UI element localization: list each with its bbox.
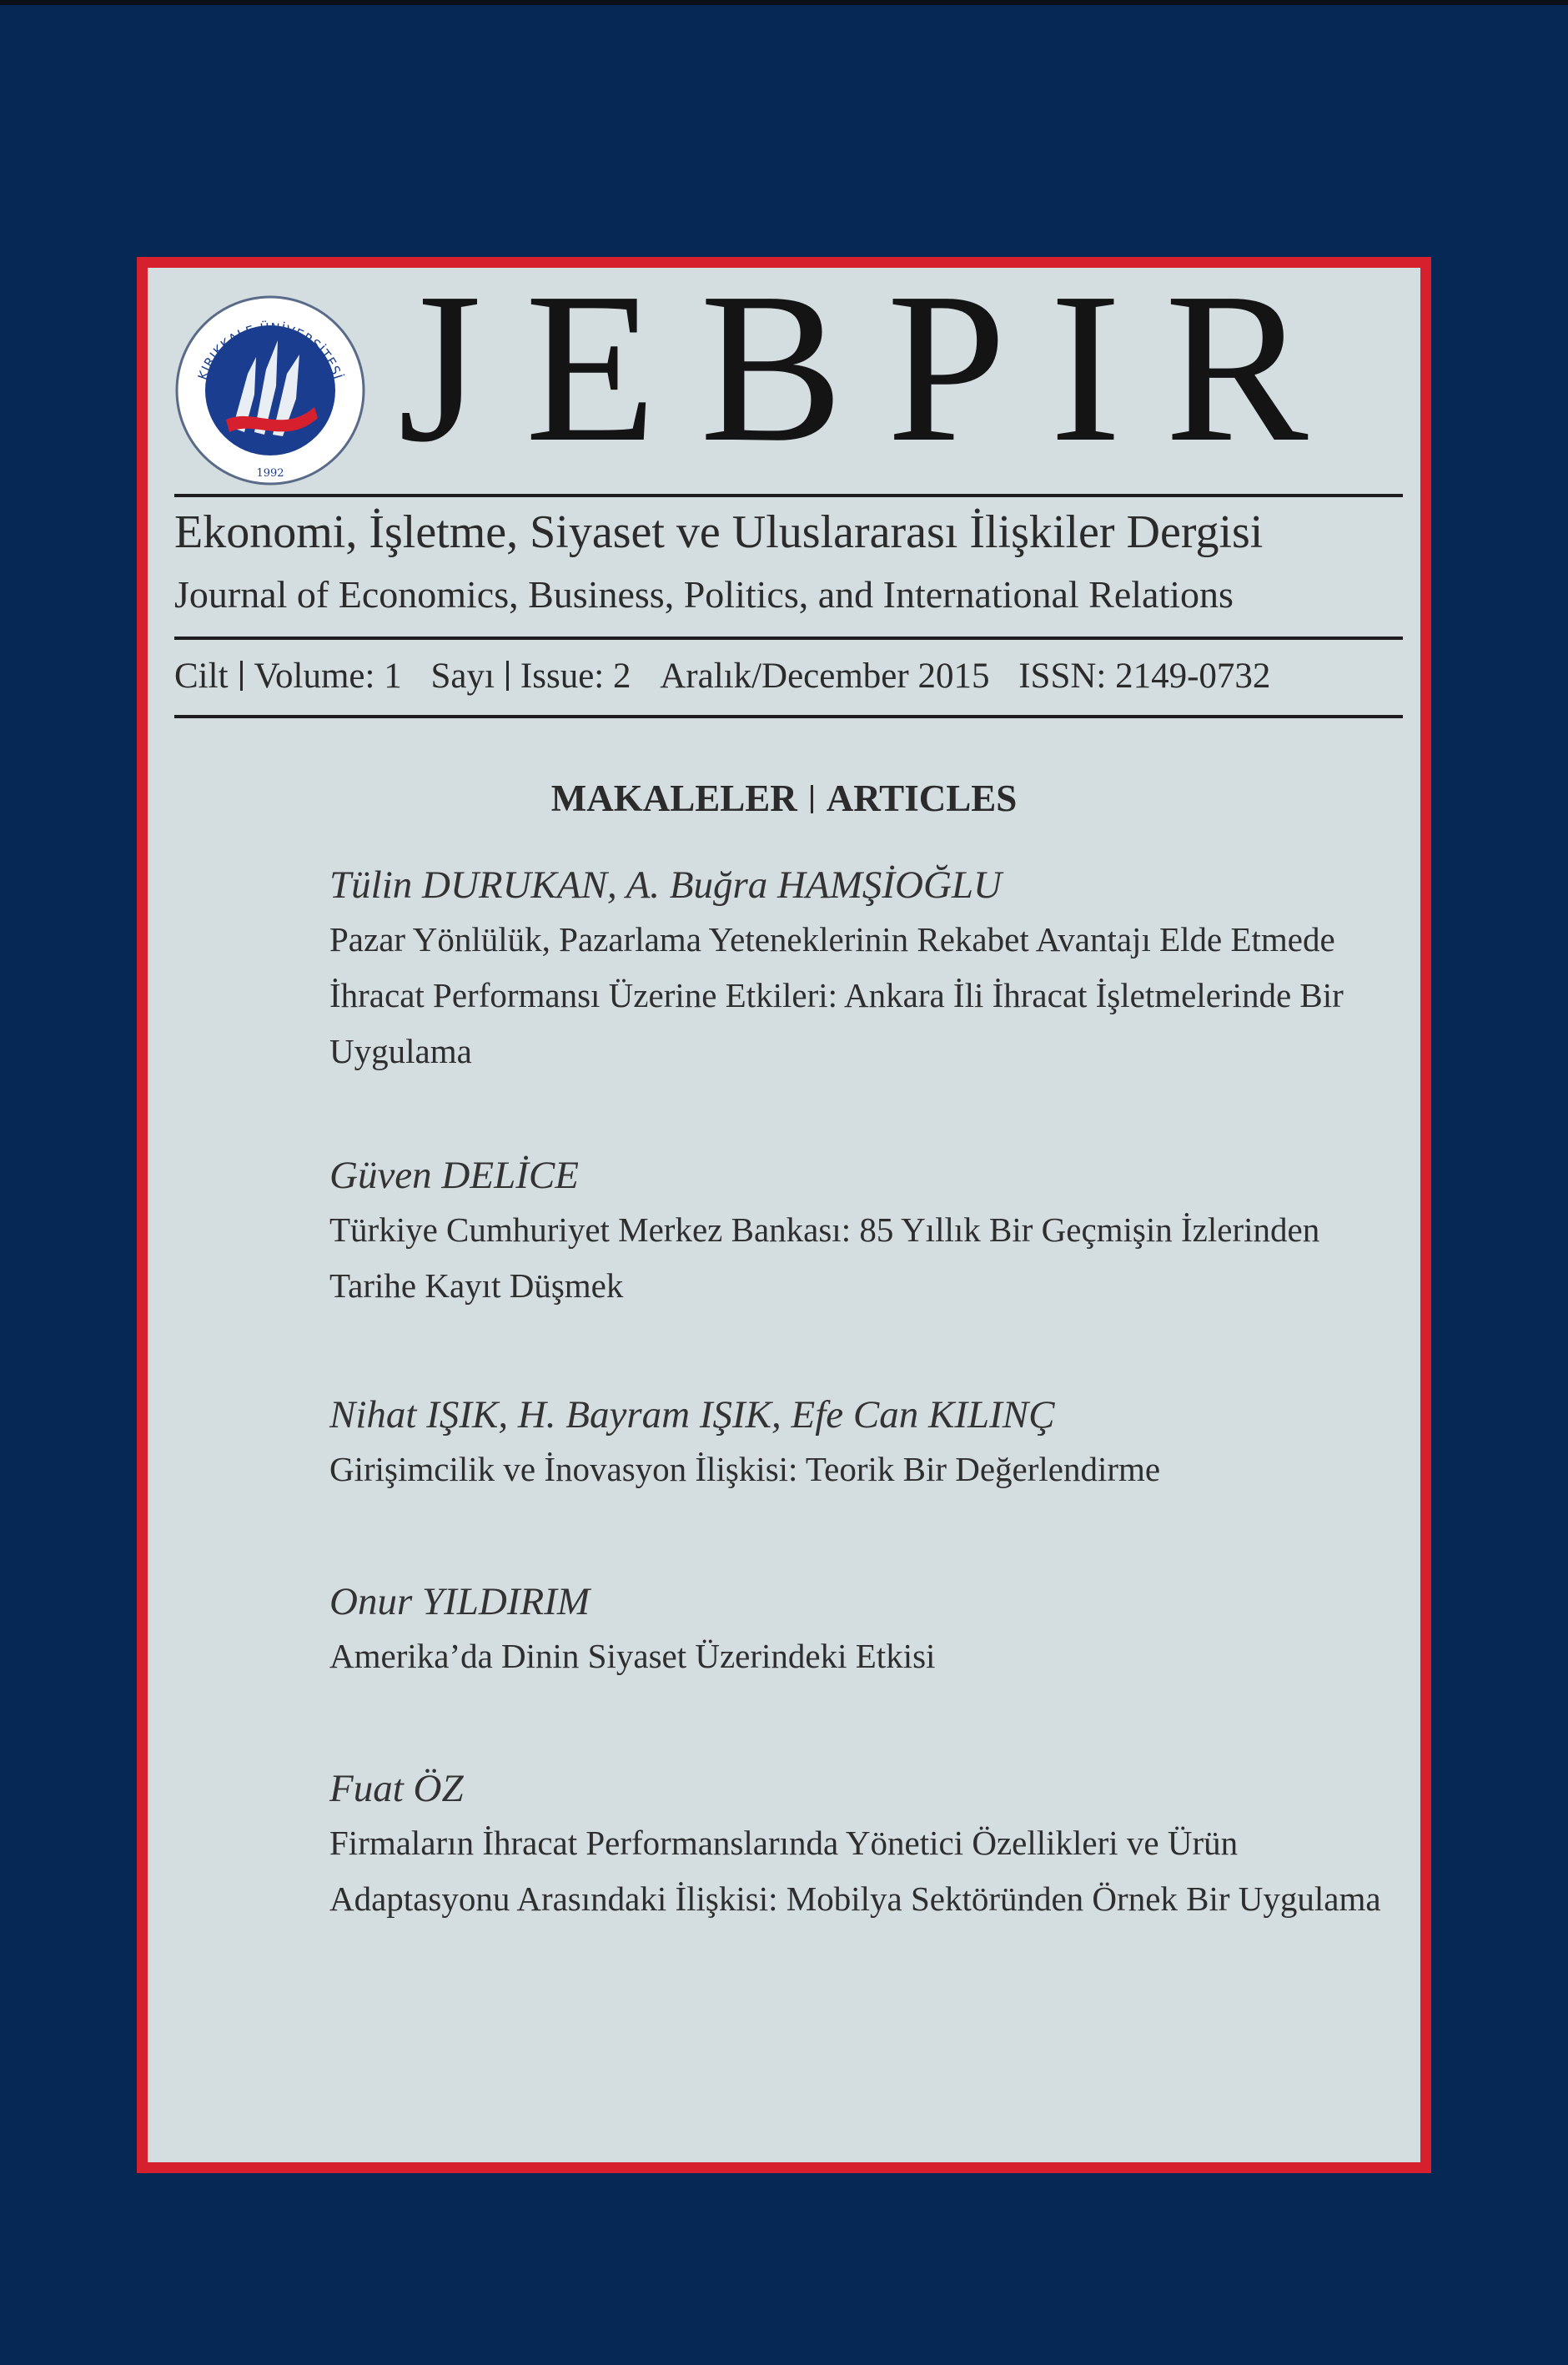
issue-date: Aralık/December 2015 (660, 657, 990, 696)
article-authors: Tülin DURUKAN, A. Buğra HAMŞİOĞLU (329, 863, 1002, 907)
article-entry (329, 860, 1414, 1079)
rule-bottom (174, 715, 1403, 718)
article-title-line: İhracat Performansı Üzerine Etkileri: Ankara İli İhracat İşletmelerinde Bir (329, 976, 1344, 1014)
journal-title-en: Journal of Economics, Business, Politics, and International Relations (174, 573, 1234, 616)
article-title-line: Firmaların İhracat Performanslarında Yönetici Özellikleri ve Ürün (329, 1824, 1239, 1862)
article-title-line: Girişimcilik ve İnovasyon İlişkisi: Teorik Bir Değerlendirme (329, 1450, 1161, 1488)
section-heading-tr: MAKALELER (550, 777, 797, 819)
article-title-line: Pazar Yönlülük, Pazarlama Yeteneklerinin Rekabet Avantajı Elde Etmede (329, 920, 1335, 959)
article-authors: Nihat IŞIK, H. Bayram IŞIK, Efe Can KILINÇ (329, 1393, 1055, 1437)
section-heading (148, 777, 1420, 820)
article-authors: Fuat ÖZ (329, 1767, 464, 1810)
article-title (329, 1442, 1414, 1497)
article-title (329, 912, 1414, 1079)
issue-meta (174, 656, 1403, 697)
article-title-line: Amerika’da Dinin Siyaset Üzerindeki Etkisi (329, 1637, 936, 1675)
separator (506, 661, 509, 691)
issn: ISSN: 2149-0732 (1018, 657, 1271, 696)
volume-label-en: Volume: 1 (254, 657, 402, 696)
separator (811, 785, 813, 813)
journal-acronym: JEBPIR (398, 248, 1352, 486)
article-title-line: Adaptasyonu Arasındaki İlişkisi: Mobilya Sektöründen Örnek Bir Uygulama (329, 1879, 1381, 1918)
article-title (329, 1202, 1414, 1314)
article-entry (329, 1764, 1414, 1927)
university-seal-icon (174, 294, 366, 486)
article-title-line: Türkiye Cumhuriyet Merkez Bankası: 85 Yıllık Bir Geçmişin İzlerinden (329, 1210, 1320, 1249)
rule-middle (174, 637, 1403, 640)
section-heading-en: ARTICLES (826, 777, 1018, 819)
article-title-line: Uygulama (329, 1032, 472, 1070)
rule-top (174, 494, 1403, 497)
article-entry (329, 1577, 1414, 1684)
top-edge-line (0, 0, 1568, 5)
issue-label-tr: Sayı (430, 657, 495, 696)
cover-panel (137, 248, 1431, 2173)
volume-label-tr: Cilt (174, 657, 229, 696)
article-title (329, 1815, 1414, 1927)
article-authors: Onur YILDIRIM (329, 1580, 591, 1623)
article-entry (329, 1390, 1414, 1497)
article-entry (329, 1150, 1414, 1314)
logo-ring-text: KIRIKKALE ÜNİVERSİTESİ (194, 320, 346, 382)
logo-year: 1992 (256, 467, 284, 480)
issue-label-en: Issue: 2 (520, 657, 631, 696)
journal-title-tr: Ekonomi, İşletme, Siyaset ve Uluslararası İlişkiler Dergisi (174, 506, 1264, 558)
article-title-line: Tarihe Kayıt Düşmek (329, 1266, 624, 1305)
article-authors: Güven DELİCE (329, 1154, 579, 1197)
article-title (329, 1628, 1414, 1684)
university-logo (174, 294, 366, 486)
separator (240, 661, 243, 691)
